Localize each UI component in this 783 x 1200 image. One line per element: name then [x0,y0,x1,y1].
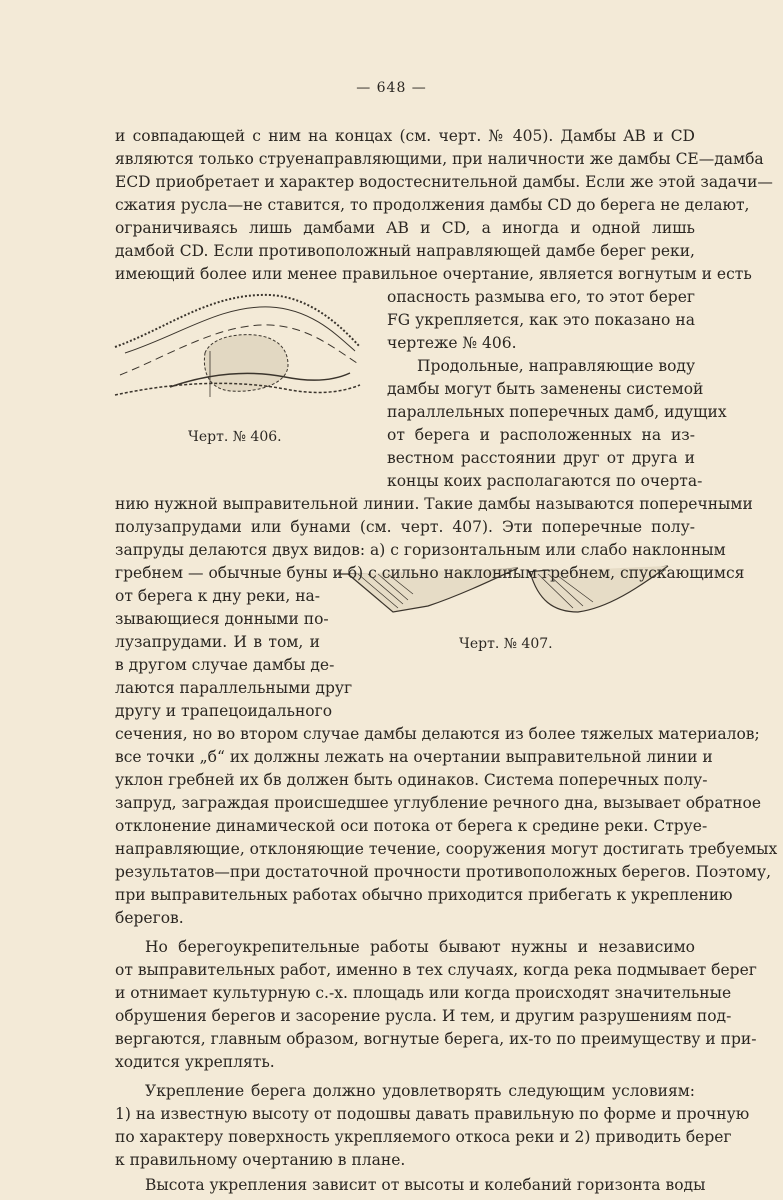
figure-406-caption: Черт. № 406. [188,429,282,445]
text-line-42: Укрепление берега должно удовлетворять следующим условиям: [145,1082,695,1100]
figure-407-caption: Черт. № 407. [459,636,553,652]
text-line-38: и отнимает культурную с.-х. площадь или когда происходят значительные [115,984,732,1002]
text-line-41: ходится укреплять. [115,1053,275,1071]
text-line-4: сжатия русла—не ставится, то продолжения дамбы CD до берега не делают, [115,196,750,214]
text-line-46: Высота укрепления зависит от высоты и колебаний горизонта воды [145,1176,706,1194]
text-line-43: 1) на известную высоту от подошвы давать правильную по форме и прочную [115,1105,750,1123]
text-line-18: полузапрудами или бунами (см. черт. 407). Эти поперечные полу- [115,518,695,536]
text-line-22: зывающиеся донными по- [115,610,329,628]
text-line-30: запруд, заграждая происшедшее углубление речного дна, вызывает обратное [115,794,762,812]
text-line-20: гребнем — обычные буны и б) с сильно наклонным гребнем, спускающимся [115,564,745,582]
text-line-3: ECD приобретает и характер водостеснительной дамбы. Если же этой задачи— [115,173,773,191]
text-line-32: направляющие, отклоняющие течение, сооружения могут достигать требуемых [115,840,778,858]
text-line-21: от берега к дну реки, на- [115,587,321,605]
text-line-27: сечения, но во втором случае дамбы делаются из более тяжелых материалов; [115,725,760,743]
text-line-23: лузапрудами. И в том, и [115,633,320,651]
text-line-8: опасность размыва его, то этот берег [387,288,695,306]
text-line-7: имеющий более или менее правильное очертание, является вогнутым и есть [115,265,752,283]
text-line-24: в другом случае дамбы де- [115,656,335,674]
text-line-26: другу и трапецоидального [115,702,333,720]
text-line-12: дамбы могут быть заменены системой [387,380,704,398]
text-line-34: при выправительных работах обычно приходится прибегать к укреплению [115,886,733,904]
page-number: — 648 — [356,80,427,96]
text-line-19: запруды делаются двух видов: а) с горизонтальным или слабо наклонным [115,541,726,559]
text-line-31: отклонение динамической оси потока от берега к средине реки. Струе- [115,817,708,835]
text-line-44: по характеру поверхность укрепляемого откоса реки и 2) приводить берег [115,1128,732,1146]
text-line-10: чертеже № 406. [387,334,517,352]
text-line-40: вергаются, главным образом, вогнутые берега, их-то по преимуществу и при- [115,1030,757,1048]
text-line-36: Но берегоукрепительные работы бывают нужны и независимо [145,938,695,956]
text-line-15: вестном расстоянии друг от друга и [387,449,695,467]
text-line-37: от выправительных работ, именно в тех случаях, когда река подмывает берег [115,961,757,979]
text-line-25: лаются параллельными друг [115,679,353,697]
text-line-45: к правильному очертанию в плане. [115,1151,406,1169]
text-line-16: концы коих располагаются по очерта- [387,472,703,490]
text-line-17: нию нужной выправительной линии. Такие дамбы называются поперечными [115,495,753,513]
text-line-1: и совпадающей с ним на концах (см. черт. № 405). Дамбы AB и CD [115,127,695,145]
text-line-39: обрушения берегов и засорение русла. И тем, и другим разрушениям под- [115,1007,732,1025]
text-line-9: FG укрепляется, как это показано на [387,311,695,329]
text-line-6: дамбой CD. Если противоположный направляющей дамбе берег реки, [115,242,695,260]
text-line-29: уклон гребней их бв должен быть одинаков. Система поперечных полу- [115,771,708,789]
text-line-5: ограничиваясь лишь дамбами AB и CD, а иногда и одной лишь [115,219,695,237]
text-line-13: параллельных поперечных дамб, идущих [387,403,727,421]
text-line-2: являются только струенаправляющими, при наличности же дамбы CE—дамба [115,150,764,168]
text-line-35: берегов. [115,909,184,927]
text-line-11: Продольные, направляющие воду [417,357,696,375]
figure-406-drawing [110,285,365,415]
text-line-14: от берега и расположенных на из- [387,426,695,444]
text-line-28: все точки „б“ их должны лежать на очертании выправительной линии и [115,748,713,766]
text-line-33: результатов—при достаточной прочности противоположных берегов. Поэтому, [115,863,772,881]
